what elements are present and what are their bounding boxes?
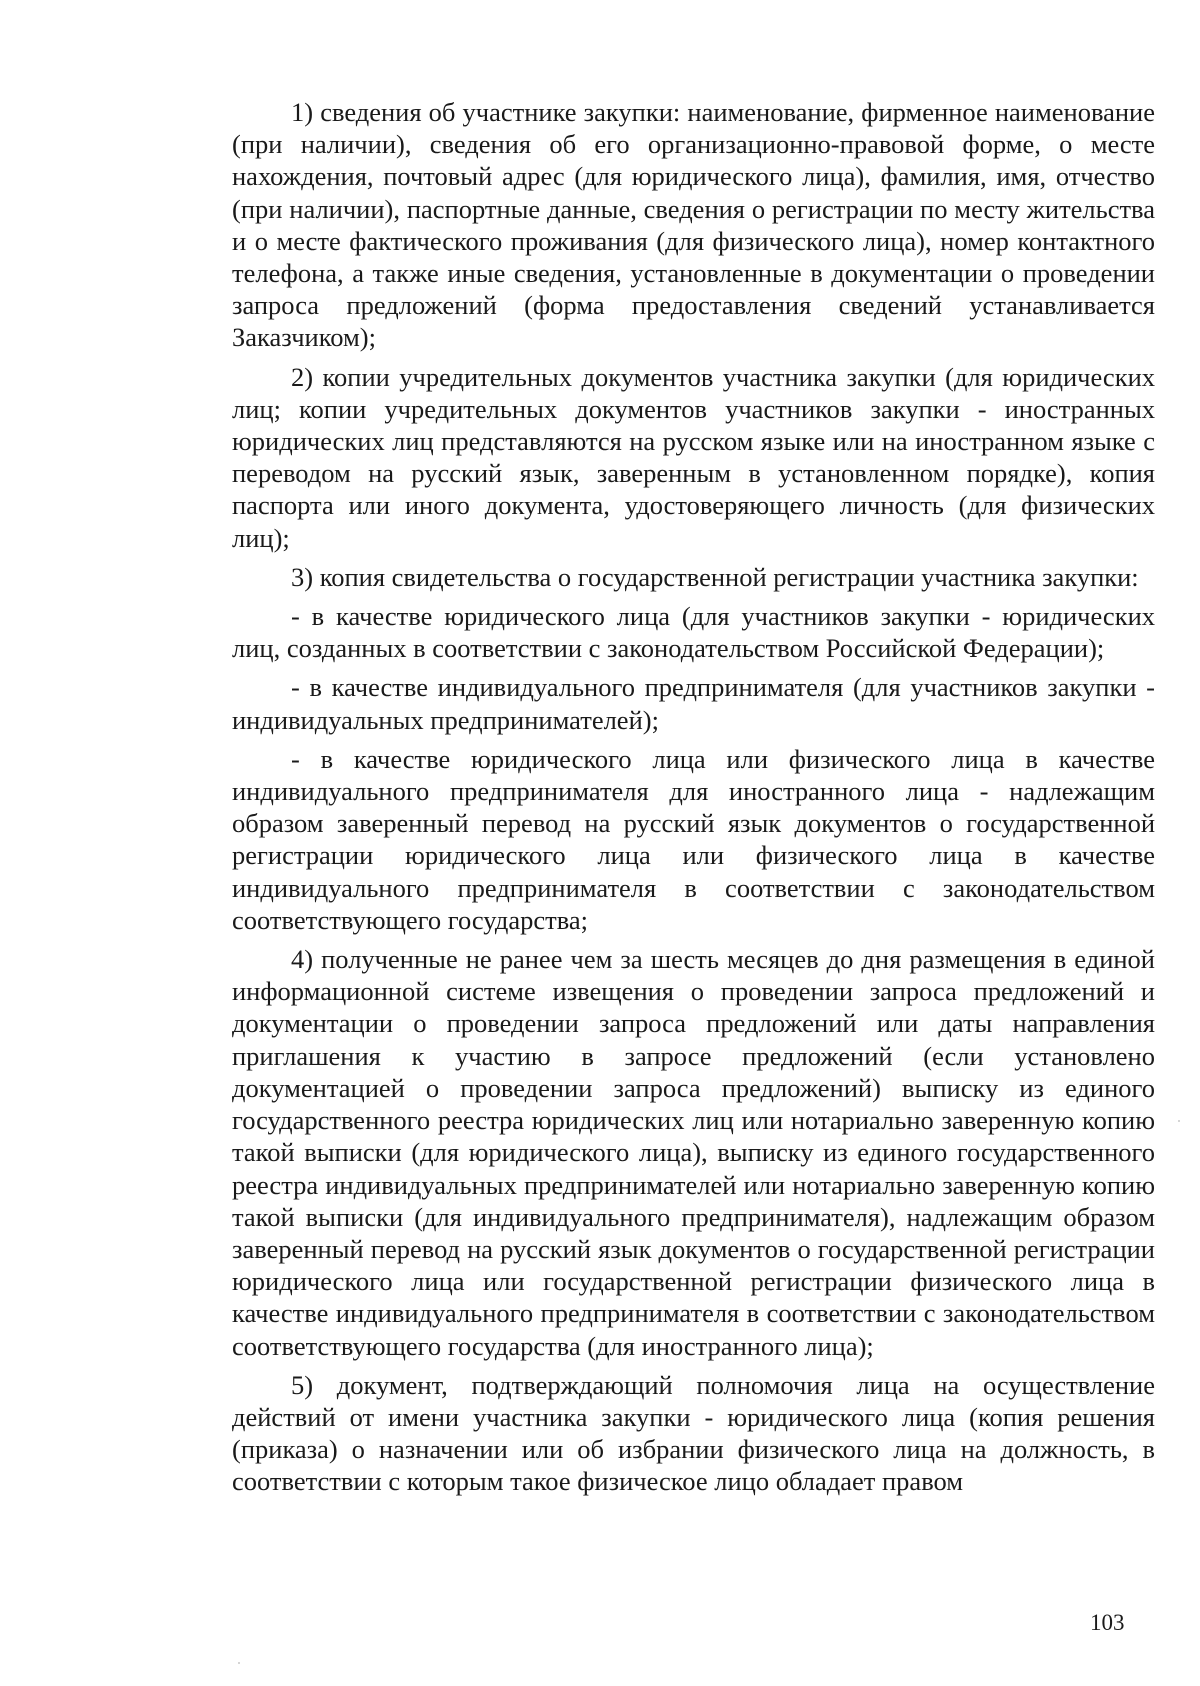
- scan-artifact-dot: [238, 1662, 240, 1664]
- paragraph-5: 5) документ, подтверждающий полномочия лица на осуществление действий от имени участника закупки - юридического лица (копия решения (приказа) о назначении или об избрании физического лица на должность, в соответствии с которым такое физическое лицо обладает правом: [232, 1369, 1155, 1497]
- scan-artifact-dot: [1178, 1120, 1180, 1122]
- paragraph-4: 4) полученные не ранее чем за шесть месяцев до дня размещения в единой информационной системе извещения о проведении запроса предложений и документации о проведении запроса предложений или даты направления приглашения к участию в запросе предложений (если установлено документацией о проведении запроса предложений) выписку из единого государственного реестра юридических лиц или нотариально заверенную копию такой выписки (для юридического лица), выписку из единого государственного реестра индивидуальных предпринимателей или нотариально заверенную копию такой выписки (для индивидуального предпринимателя), надлежащим образом заверенный перевод на русский язык документов о государственной регистрации юридического лица или государственной регистрации физического лица в качестве индивидуального предпринимателя в соответствии с законодательством соответствующего государства (для иностранного лица);: [232, 944, 1155, 1361]
- paragraph-3-item-legal-entity: - в качестве юридического лица (для участников закупки - юридических лиц, созданных в соответствии с законодательством Российской Федерации);: [232, 601, 1155, 664]
- paragraph-2: 2) копии учредительных документов участника закупки (для юридических лиц; копии учредительных документов участников закупки - иностранных юридических лиц представляются на русском языке или на иностранном языке с переводом на русский язык, заверенным в установленном порядке), копия паспорта или иного документа, удостоверяющего личность (для физических лиц);: [232, 361, 1155, 553]
- paragraph-3-item-foreign: - в качестве юридического лица или физического лица в качестве индивидуального предпринимателя для иностранного лица - надлежащим образом заверенный перевод на русский язык документов о государственной регистрации юридического лица или физического лица в качестве индивидуального предпринимателя в соответствии с законодательством соответствующего государства;: [232, 743, 1155, 935]
- paragraph-3: 3) копия свидетельства о государственной регистрации участника закупки:: [291, 561, 1139, 592]
- page-number: 103: [1090, 1610, 1125, 1635]
- document-body: [232, 96, 1155, 1505]
- paragraph-1: 1) сведения об участнике закупки: наименование, фирменное наименование (при наличии), сведения об его организационно-правовой форме, о месте нахождения, почтовый адрес (для юридического лица), фамилия, имя, отчество (при наличии), паспортные данные, сведения о регистрации по месту жительства и о месте фактического проживания (для физического лица), номер контактного телефона, а также иные сведения, установленные в документации о проведении запроса предложений (форма предоставления сведений устанавливается Заказчиком);: [232, 97, 1155, 353]
- paragraph-3-item-entrepreneur: - в качестве индивидуального предпринимателя (для участников закупки - индивидуальных предпринимателей);: [232, 672, 1155, 735]
